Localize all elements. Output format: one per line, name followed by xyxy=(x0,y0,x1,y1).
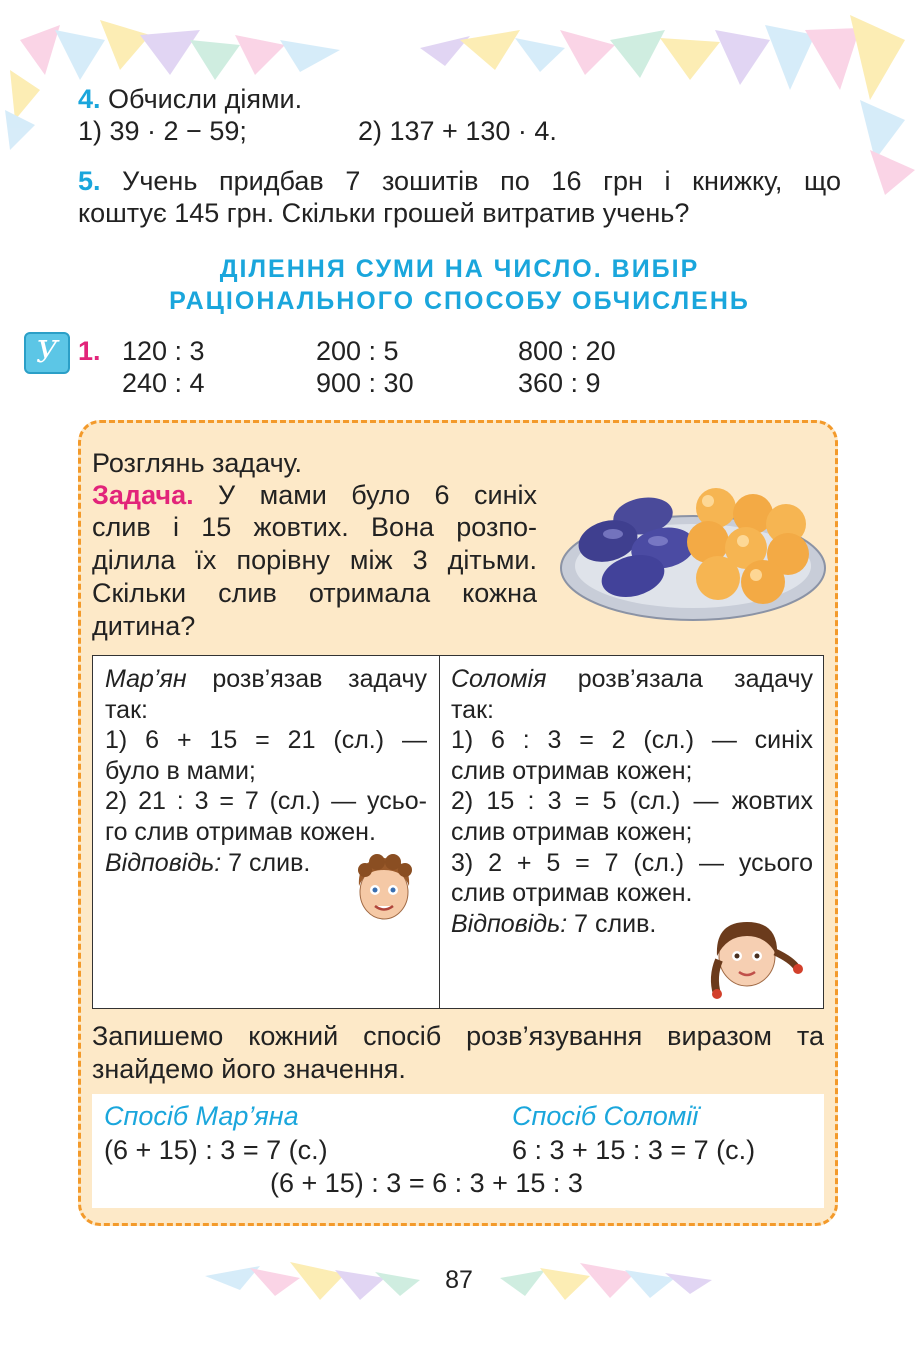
page-number: 87 xyxy=(445,1266,473,1294)
girl-face-icon xyxy=(697,912,807,1002)
problem-line3: ділила їх порівну між 3 дітьми. xyxy=(92,545,537,575)
task1-number: 1. xyxy=(78,336,101,366)
solomiya-line2: так: xyxy=(451,695,494,724)
problem-line2: слив і 15 жовтих. Вона розпо- xyxy=(92,512,537,542)
combined-expr: (6 + 15) : 3 = 6 : 3 + 15 : 3 xyxy=(270,1168,583,1198)
task1-cell-r1c1: 120 : 3 xyxy=(122,336,205,366)
solomiya-method-label: Спосіб Соломії xyxy=(512,1101,699,1131)
solomiya-line8: слив отримав кожен. xyxy=(451,879,693,908)
problem-line5: дитина? xyxy=(92,611,196,641)
solomiya-solution xyxy=(451,664,813,939)
task4-expr1: 1) 39 · 2 − 59; xyxy=(78,116,247,146)
task4-number: 4. xyxy=(78,84,101,114)
maryan-method-label: Спосіб Мар’яна xyxy=(104,1101,299,1131)
task5-line2: коштує 145 грн. Скільки грошей витратив учень? xyxy=(78,198,690,228)
maryan-name: Мар’ян xyxy=(105,665,187,693)
section-heading-line1: ДІЛЕННЯ СУМИ НА ЧИСЛО. ВИБІР xyxy=(219,255,700,283)
task1-cell-r2c2: 900 : 30 xyxy=(316,368,414,398)
maryan-line2: так: xyxy=(105,695,148,724)
solomiya-line7: 3) 2 + 5 = 7 (сл.) — усього xyxy=(451,848,813,877)
task1-cell-r2c3: 360 : 9 xyxy=(518,368,601,398)
problem-line4: Скільки слив отримала кожна xyxy=(92,578,537,608)
maryan-line4: було в мами; xyxy=(105,756,256,785)
task1-cell-r1c3: 800 : 20 xyxy=(518,336,616,366)
task1-cell-r2c1: 240 : 4 xyxy=(122,368,205,398)
plate-of-plums-icon xyxy=(558,486,828,626)
boy-face-icon xyxy=(351,852,417,924)
maryan-line5: 2) 21 : 3 = 7 (сл.) — усьо- xyxy=(105,787,427,816)
solomiya-answer-label: Відповідь: xyxy=(451,909,568,938)
maryan-answer-value: 7 слив. xyxy=(221,848,311,877)
uk-letter-badge-icon: У xyxy=(24,332,70,374)
problem-intro: Розглянь задачу. xyxy=(92,448,302,478)
task4-text: Обчисли діями. xyxy=(108,84,303,114)
maryan-answer-label: Відповідь: xyxy=(105,848,222,877)
task4-title xyxy=(78,84,302,115)
task5-line1-text: Учень придбав 7 зошитів по 16 грн і книжку, що xyxy=(122,166,841,196)
maryan-line3: 1) 6 + 15 = 21 (сл.) — xyxy=(105,726,427,755)
task5-number: 5. xyxy=(78,166,101,196)
table-divider xyxy=(439,656,440,1008)
solomiya-line3: 1) 6 : 3 = 2 (сл.) — синіх xyxy=(451,726,813,755)
task1-cell-r1c2: 200 : 5 xyxy=(316,336,399,366)
summary-line1: Запишемо кожний спосіб розв’язування виразом та xyxy=(92,1021,824,1051)
solomiya-answer-value: 7 слив. xyxy=(567,909,657,938)
maryan-line6: го слив отримав кожен. xyxy=(105,817,376,846)
problem-label: Задача. xyxy=(92,480,194,510)
maryan-method-expr: (6 + 15) : 3 = 7 (с.) xyxy=(104,1135,328,1165)
solutions-table xyxy=(92,655,824,1009)
solomiya-name: Соломія xyxy=(451,665,547,693)
section-heading-line2: РАЦІОНАЛЬНОГО СПОСОБУ ОБЧИСЛЕНЬ xyxy=(169,287,750,315)
problem-line1-text: У мами було 6 синіх xyxy=(218,480,537,510)
maryan-solution xyxy=(105,664,427,878)
solomiya-method-expr: 6 : 3 + 15 : 3 = 7 (с.) xyxy=(512,1135,756,1165)
solomiya-line1-text: розв’язала задачу xyxy=(546,665,813,693)
solomiya-line4: слив отримав кожен; xyxy=(451,756,693,785)
summary-line2: знайдемо його значення. xyxy=(92,1054,406,1084)
solomiya-line5: 2) 15 : 3 = 5 (сл.) — жовтих xyxy=(451,787,813,816)
task5-line1 xyxy=(78,166,841,197)
solomiya-line1 xyxy=(451,664,813,695)
solomiya-line6: слив отримав кожен; xyxy=(451,817,693,846)
maryan-line1-text: розв’язав задачу xyxy=(186,665,427,693)
problem-line1 xyxy=(92,480,537,511)
maryan-line1 xyxy=(105,664,427,695)
task4-expr2: 2) 137 + 130 · 4. xyxy=(358,116,557,146)
